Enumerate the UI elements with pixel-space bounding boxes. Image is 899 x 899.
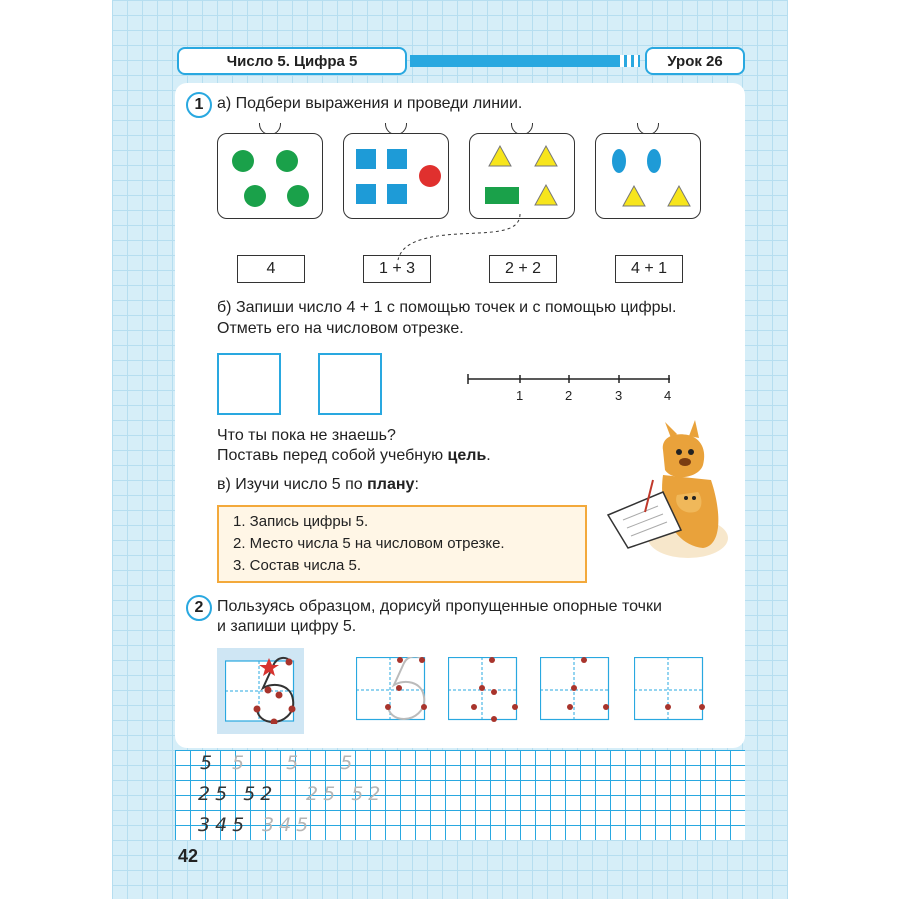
header-stripe-gap: [627, 55, 631, 67]
expression-box: 1 + 3: [363, 255, 431, 283]
task1-v-text: в) Изучи число 5 по плану:: [217, 476, 419, 493]
task2-line1: Пользуясь образцом, дорисуй пропущенные опорные точки: [217, 598, 662, 615]
plan-item: 2. Место числа 5 на числовом отрезке.: [233, 535, 505, 552]
expression-box: 4 + 1: [615, 255, 683, 283]
writing-row2-trace: 25 52: [306, 783, 386, 805]
writing-row3-trace: 345: [262, 814, 314, 836]
practice-digit-box-4[interactable]: [634, 657, 706, 723]
card-ovals-triangles: [595, 133, 701, 219]
triangles-rectangle-icon: [470, 134, 576, 220]
plan-item: 3. Состав числа 5.: [233, 557, 361, 574]
expression-box: 4: [237, 255, 305, 283]
ovals-triangles-icon: [596, 134, 702, 220]
number-line-label: 4: [664, 388, 672, 403]
task-number-2: 2: [186, 595, 212, 621]
task1-b-line1: б) Запиши число 4 + 1 с помощью точек и с помощью цифры.: [217, 299, 677, 316]
writing-row3-sample: 345: [198, 814, 250, 836]
header-stripe-gap: [620, 55, 624, 67]
task2-line2: и запиши цифру 5.: [217, 618, 357, 635]
header-stripe: [410, 55, 640, 67]
practice-digit-box-3[interactable]: [540, 657, 612, 723]
question-line1: Что ты пока не знаешь?: [217, 427, 396, 444]
page-number: 42: [178, 846, 199, 866]
number-line-label: 2: [565, 388, 573, 403]
card-green-circles: [217, 133, 323, 219]
expression-box: 2 + 2: [489, 255, 557, 283]
card-triangles-rect: [469, 133, 575, 219]
header-title: Число 5. Цифра 5: [177, 47, 407, 75]
green-circles-icon: [218, 134, 324, 220]
header-lesson: Урок 26: [645, 47, 745, 75]
plan-item: 1. Запись цифры 5.: [233, 513, 369, 530]
sample-digit-5: [225, 656, 297, 724]
practice-digit-box-2[interactable]: [448, 657, 520, 723]
practice-digit-box-1[interactable]: [356, 657, 428, 723]
plan-box: [217, 505, 587, 583]
card-blue-squares: [343, 133, 449, 219]
number-line-label: 3: [615, 388, 623, 403]
blue-squares-red-circle-icon: [344, 134, 450, 220]
task-number-1: 1: [186, 92, 212, 118]
answer-box-dots[interactable]: [217, 353, 281, 415]
kangaroo-illustration: [603, 420, 733, 565]
question-line2: Поставь перед собой учебную цель.: [217, 447, 491, 464]
writing-row1-sample: 5: [200, 752, 218, 774]
answer-box-digit[interactable]: [318, 353, 382, 415]
writing-row1-trace: 5 5 5: [232, 752, 371, 774]
task1-b-line2: Отметь его на числовом отрезке.: [217, 320, 464, 337]
header-stripe-gap: [634, 55, 638, 67]
task1-a-text: а) Подбери выражения и проведи линии.: [217, 95, 523, 112]
number-line-label: 1: [516, 388, 524, 403]
writing-row2-sample: 25 52: [198, 783, 278, 805]
